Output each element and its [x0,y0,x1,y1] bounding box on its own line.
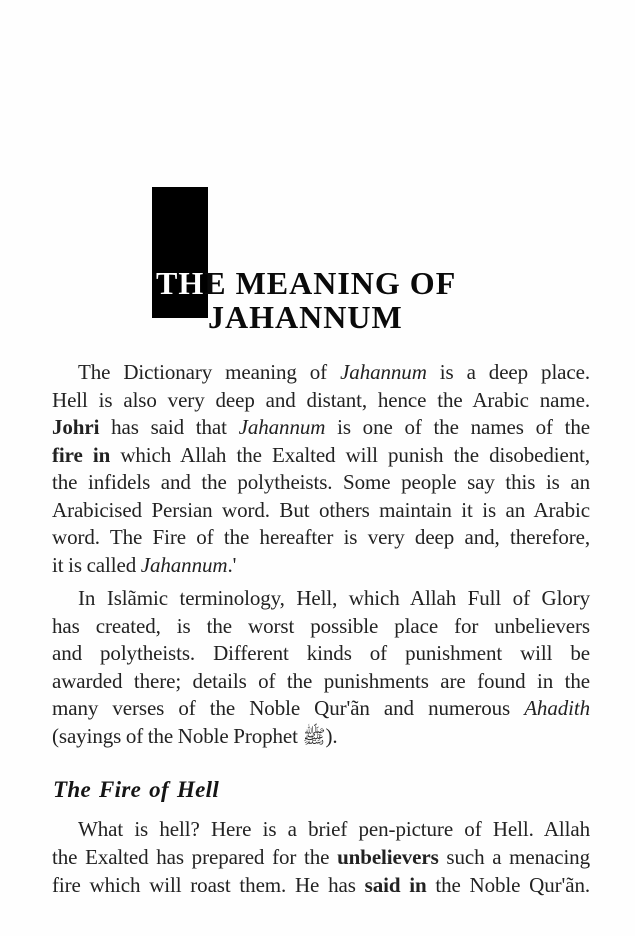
section-heading: The Fire of Hell [53,777,220,802]
text-line: (sayings of the Noble Prophet ﷺ). [52,723,338,748]
chapter-title-line-1 [156,266,456,300]
text-line: Johri has said that Jahannum is one of the names of the [52,415,590,439]
text-line: The Dictionary meaning of Jahannum is a deep place. [78,360,590,384]
text-line: the infidels and the polytheists. Some people say this is an [52,470,590,494]
text-line: In Islãmic terminology, Hell, which Allah Full of Glory [78,586,590,610]
text-line: What is hell? Here is a brief pen-picture of Hell. Allah [78,817,590,841]
text-line: fire which will roast them. He has said in the Noble Qur'ãn. [52,873,590,897]
text-line: word. The Fire of the hereafter is very deep and, therefore, [52,525,590,549]
text-line: the Exalted has prepared for the unbelievers such a menacing [52,845,590,869]
chapter-title-line-2: JAHANNUM [208,299,403,335]
text-line: fire in which Allah the Exalted will punish the disobedient, [52,442,590,467]
prophet-honorific-symbol: ﷺ [302,725,326,748]
text-line: Arabicised Persian word. But others maintain it is an Arabic [52,497,590,522]
paragraph-3 [52,815,590,899]
paragraph-2 [52,585,590,751]
text-line: has created, is the worst possible place for unbelievers [52,613,590,638]
text-line: many verses of the Noble Qur'ãn and numerous Ahadith [52,696,590,720]
text-line: and polytheists. Different kinds of punishment will be [52,641,590,665]
text-line: awarded there; details of the punishments are found in the [52,668,590,693]
paragraph-1 [52,359,590,579]
chapter-title-rest-text: E MEANING OF [204,265,457,301]
text-line: Hell is also very deep and distant, hence the Arabic name. [52,387,590,412]
chapter-title-overlap-text: TH [156,265,205,301]
text-line: it is called Jahannum.' [52,552,237,577]
